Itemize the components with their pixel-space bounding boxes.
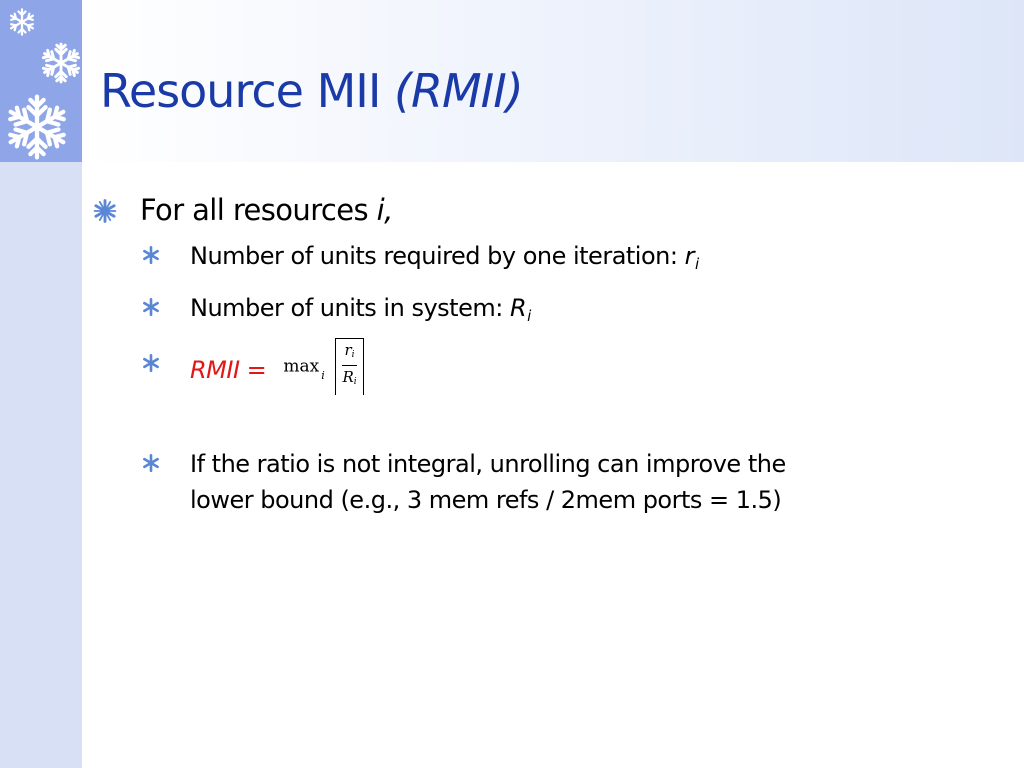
rmii-formula: [283, 338, 363, 400]
bullet-level1-variable: i,: [376, 193, 393, 227]
bullet-text-line1: If the ratio is not integral, unrolling can improve the: [190, 450, 786, 478]
bullet-variable-subscript: i: [527, 307, 531, 325]
bullet-level2-formula: [92, 340, 992, 402]
asterisk-bullet-icon: [92, 198, 118, 224]
bullet-level1: [92, 190, 992, 230]
formula-max-subscript: i: [321, 369, 325, 382]
slide-body: [92, 190, 992, 518]
bullet-text-line2: lower bound (e.g., 3 mem refs / 2mem ports = 1.5): [190, 486, 782, 514]
snowflake-icon: [40, 42, 82, 84]
bullet-level2: [92, 290, 992, 334]
formula-denominator-var: R: [342, 368, 354, 386]
slide-title: [100, 66, 523, 117]
formula-numerator-subscript: i: [351, 350, 355, 360]
formula-numerator: [342, 341, 356, 366]
bullet-text: Number of units required by one iteration:: [190, 242, 678, 270]
snowflake-icon: [4, 94, 70, 160]
slide-title-main: Resource MII: [100, 64, 381, 118]
bullet-variable: R: [509, 294, 527, 322]
formula-max-operator: max: [283, 356, 320, 377]
bullet-level2: [92, 446, 992, 518]
bullet-variable: r: [684, 242, 694, 270]
asterisk-bullet-icon: [140, 352, 162, 374]
formula-numerator-var: r: [344, 341, 352, 359]
formula-ceiling: [335, 338, 363, 395]
asterisk-bullet-icon: [140, 244, 162, 266]
bullet-level1-text: For all resources: [140, 193, 368, 227]
formula-denominator-subscript: i: [353, 377, 357, 387]
bullet-level2: [92, 238, 992, 282]
asterisk-bullet-icon: [140, 452, 162, 474]
bullet-text: Number of units in system:: [190, 294, 503, 322]
rmii-formula-label: RMII =: [190, 356, 267, 384]
formula-denominator: [342, 366, 356, 391]
asterisk-bullet-icon: [140, 296, 162, 318]
slide-title-acronym: (RMII): [394, 64, 523, 118]
bullet-variable-subscript: i: [694, 255, 699, 273]
snowflake-icon: [8, 8, 36, 36]
